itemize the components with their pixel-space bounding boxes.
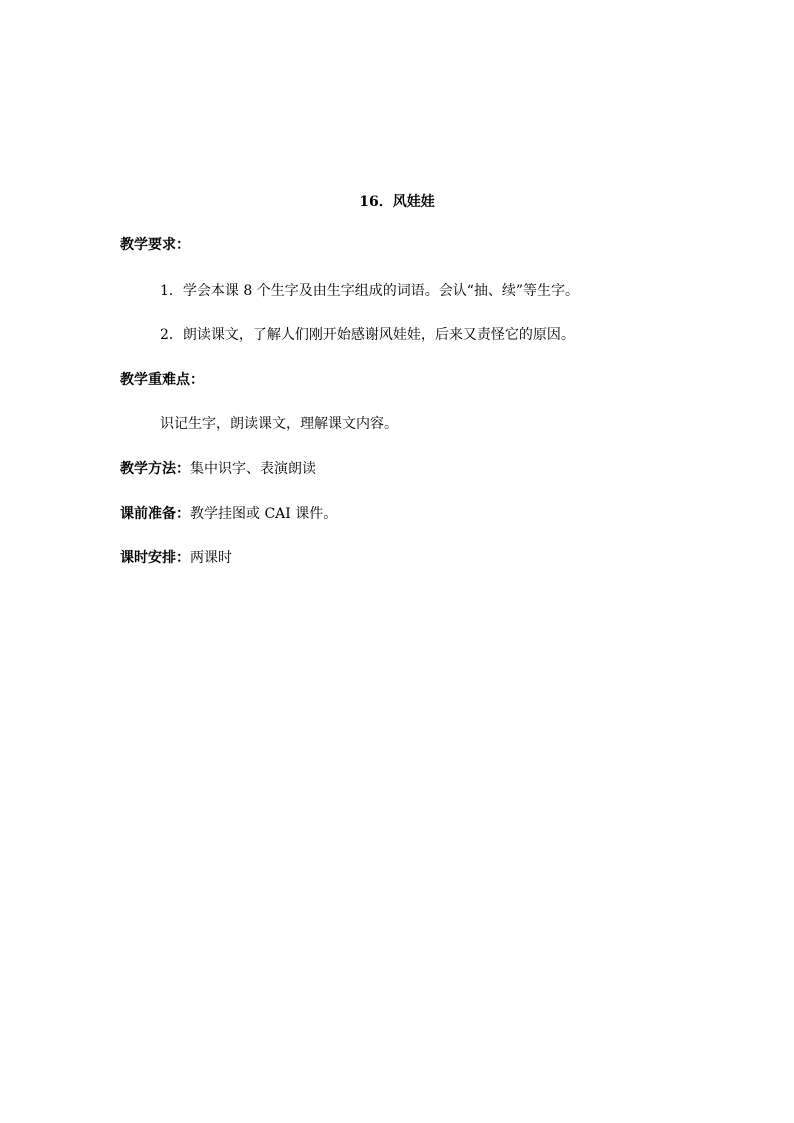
method-line [120, 459, 316, 479]
key-points-text: 识记生字，朗读课文，理解课文内容。 [160, 416, 398, 432]
schedule-text: 两课时 [190, 550, 232, 566]
document-title: 16．风娃娃 [359, 194, 435, 210]
method-text: 集中识字、表演朗读 [190, 461, 316, 477]
method-label: 教学方法： [120, 461, 190, 477]
requirements-heading: 教学要求： [120, 237, 190, 253]
preparation-label: 课前准备： [120, 506, 190, 522]
schedule-line [120, 548, 232, 568]
requirement-item-1: 1．学会本课 8 个生字及由生字组成的词语。会认“抽、续”等生字。 [160, 283, 580, 299]
key-points-heading: 教学重难点： [120, 372, 204, 388]
preparation-text: 教学挂图或 CAI 课件。 [190, 506, 338, 522]
preparation-line [120, 504, 337, 524]
requirement-item-2: 2．朗读课文，了解人们刚开始感谢风娃娃，后来又责怪它的原因。 [160, 327, 575, 343]
schedule-label: 课时安排： [120, 550, 190, 566]
